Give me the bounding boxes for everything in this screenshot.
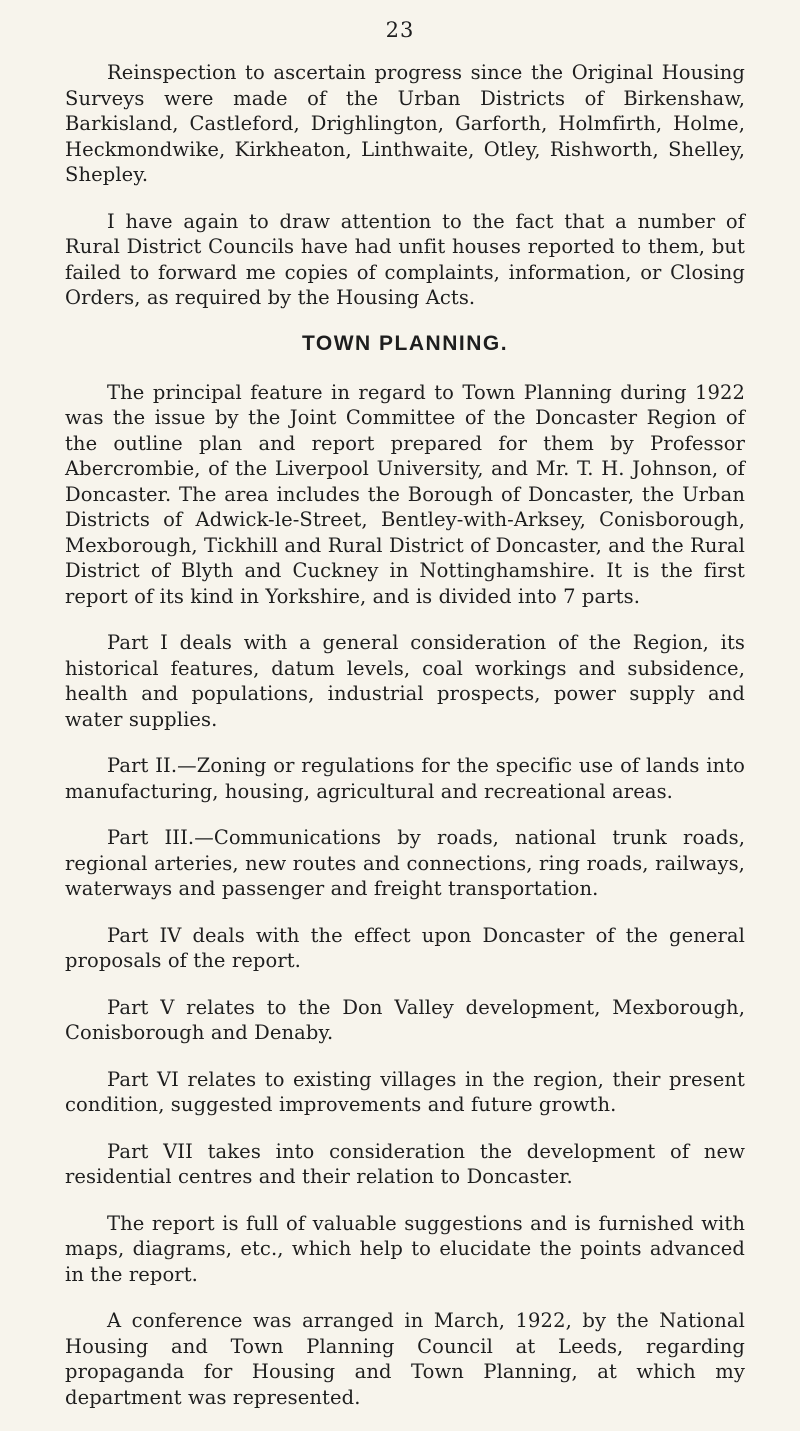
- paragraph-part-3: Part III.—Communications by roads, national trunk roads, regional arteries, new routes and connections, ring roads, railways, waterways and passenger and freight transportation.: [65, 826, 745, 900]
- paragraph-part-7: Part VII takes into consideration the development of new residential centres and their relation to Doncaster.: [65, 1139, 745, 1188]
- page-body: [65, 60, 745, 1431]
- paragraph-reinspection: Reinspection to ascertain progress since the Original Housing Surveys were made of the Urban Districts of Birkenshaw, Barkisland, Castleford, Drighlington, Garforth, Holmfirth, Holme, Heckmondwike, Kirkheaton, Linthwaite, Otley, Rishworth, Shelley, Shepley.: [65, 61, 745, 186]
- paragraph-part-4: Part IV deals with the effect upon Doncaster of the general proposals of the report.: [65, 923, 745, 972]
- paragraph-part-5: Part V relates to the Don Valley development, Mexborough, Conisborough and Denaby.: [65, 995, 745, 1044]
- page-number: 23: [385, 18, 415, 42]
- section-heading-town-planning: TOWN PLANNING.: [301, 331, 509, 355]
- paragraph-rural-councils: I have again to draw attention to the fact that a number of Rural District Councils have had unfit houses reported to them, but failed to forward me copies of complaints, information, or Closing Orders, as required by the Housing Acts.: [65, 209, 745, 309]
- paragraph-part-6: Part VI relates to existing villages in the region, their present condition, suggested improvements and future growth.: [65, 1067, 745, 1116]
- paragraph-part-2: Part II.—Zoning or regulations for the specific use of lands into manufacturing, housing, agricultural and recreational areas.: [65, 754, 745, 803]
- paragraph-principal-feature: The principal feature in regard to Town Planning during 1922 was the issue by the Joint Committee of the Doncaster Region of the outline plan and report prepared for them by Professor Abercrombie, of the Liverpool University, and Mr. T. H. Johnson, of Doncaster. The area includes the Borough of Doncaster, the Urban Districts of Adwick-le-Street, Bentley-with-Arksey, Conisborough, Mexborough, Tickhill and Rural District of Doncaster, and the Rural District of Blyth and Cuckney in Nottinghamshire. It is the first report of its kind in Yorkshire, and is divided into 7 parts.: [65, 380, 745, 608]
- paragraph-part-1: Part I deals with a general consideration of the Region, its historical features, datum levels, coal workings and subsidence, health and populations, industrial prospects, power supply and water supplies.: [65, 631, 745, 731]
- paragraph-conference: A conference was arranged in March, 1922, by the National Housing and Town Planning Council at Leeds, regarding propaganda for Housing and Town Planning, at which my department was represented.: [65, 1309, 745, 1409]
- paragraph-report-summary: The report is full of valuable suggestions and is furnished with maps, diagrams, etc., which help to elucidate the points advanced in the report.: [65, 1211, 745, 1286]
